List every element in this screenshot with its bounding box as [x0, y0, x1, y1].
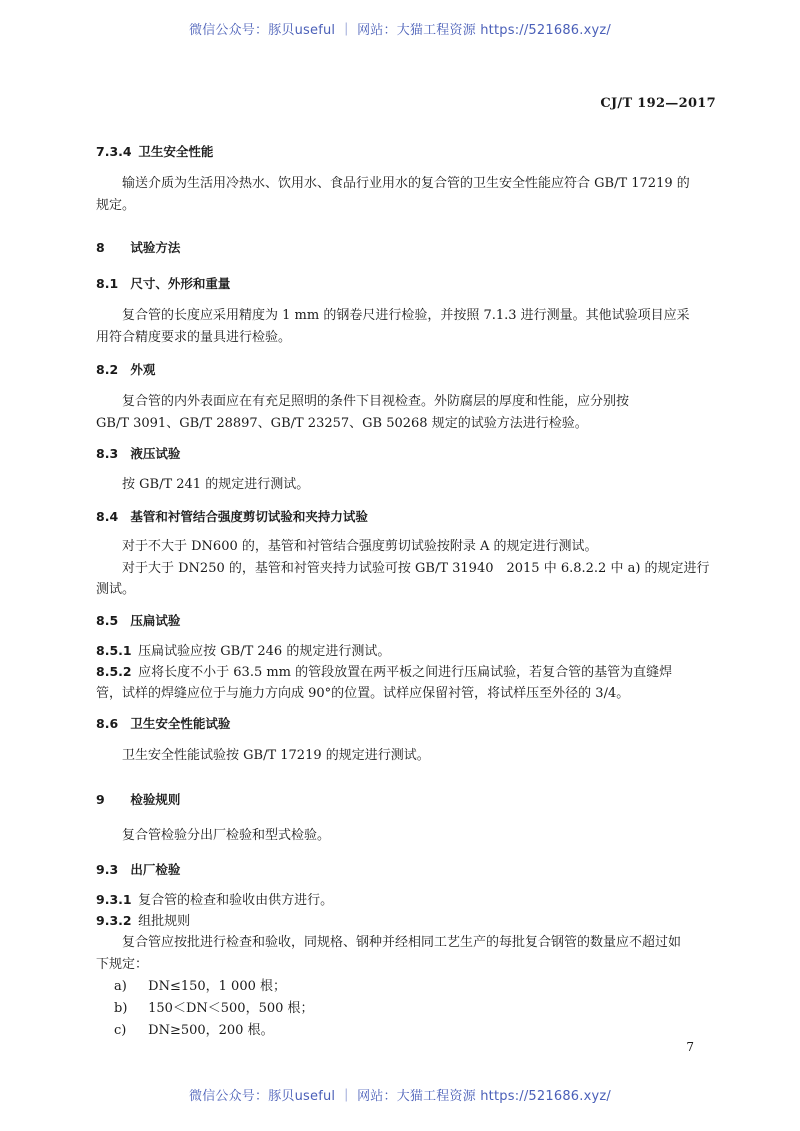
watermark-top: 微信公众号：豚贝useful ｜ 网站：大猫工程资源 https://521686.xyz/: [189, 23, 611, 38]
section-title: 尺寸、外形和重量: [130, 276, 231, 291]
clause-title: 组批规则: [138, 914, 191, 929]
section-number: 8.3: [96, 446, 119, 461]
list-text: 150＜DN＜500，500 根；: [148, 1001, 314, 1016]
section-8-4-heading: [96, 507, 368, 527]
section-title: 检验规则: [130, 792, 181, 807]
section-number: 8.6: [96, 716, 119, 731]
paragraph: 对于大于 DN250 的，基管和衬管夹持力试验可按 GB/T 31940 2015 中 6.8.2.2 中 a) 的规定进行: [122, 561, 710, 576]
list-text: DN≤150，1 000 根；: [148, 979, 286, 994]
clause-number: 9.3.2: [96, 913, 132, 928]
paragraph: 卫生安全性能试验按 GB/T 17219 的规定进行测试。: [122, 748, 430, 763]
clause-8-5-1: [96, 641, 390, 662]
paragraph: 下规定：: [96, 957, 149, 972]
clause-text: 压扁试验应按 GB/T 246 的规定进行测试。: [138, 644, 391, 659]
paragraph: 复合管的长度应采用精度为 1 mm 的钢卷尺进行检验，并按照 7.1.3 进行测量。其他试验项目应采: [122, 308, 690, 323]
section-title: 试验方法: [130, 240, 181, 255]
clause-text: 复合管的检查和验收由供方进行。: [138, 893, 334, 908]
list-label: b): [114, 1001, 128, 1016]
section-number: 9.3: [96, 862, 119, 877]
section-title: 卫生安全性能试验: [130, 716, 231, 731]
clause-text: 应将长度不小于 63.5 mm 的管段放置在两平板之间进行压扁试验，若复合管的基管为直缝焊: [138, 665, 673, 680]
paragraph: 测试。: [96, 582, 136, 597]
section-8-2-heading: [96, 360, 155, 380]
section-number: 8.5: [96, 613, 119, 628]
section-number: 7.3.4: [96, 144, 132, 159]
page-number: 7: [686, 1040, 694, 1054]
section-number: 9: [96, 792, 105, 807]
clause-8-5-2: [96, 662, 672, 683]
section-8-5-heading: [96, 611, 180, 631]
section-number: 8: [96, 240, 105, 255]
list-label: c): [114, 1023, 127, 1038]
section-number: 8.1: [96, 276, 119, 291]
paragraph: 复合管检验分出厂检验和型式检验。: [122, 828, 331, 843]
list-item: [96, 999, 314, 1019]
section-number: 8.2: [96, 362, 119, 377]
paragraph: 复合管的内外表面应在有充足照明的条件下目视检查。外防腐层的厚度和性能，应分别按: [122, 394, 630, 409]
paragraph: GB/T 3091、GB/T 28897、GB/T 23257、GB 50268 规定的试验方法进行检验。: [96, 416, 588, 431]
section-8-heading: [96, 238, 180, 258]
list-item: [96, 1021, 274, 1041]
section-8-1-heading: [96, 274, 230, 294]
clause-9-3-2: [96, 911, 190, 932]
list-item: [96, 977, 286, 997]
section-9-heading: [96, 790, 180, 810]
section-8-3-heading: [96, 444, 180, 464]
clause-number: 8.5.1: [96, 643, 132, 658]
clause-9-3-1: [96, 890, 333, 911]
section-title: 出厂检验: [130, 862, 181, 877]
paragraph: 规定。: [96, 198, 136, 213]
section-9-3-heading: [96, 860, 180, 880]
section-number: 8.4: [96, 509, 119, 524]
section-title: 基管和衬管结合强度剪切试验和夹持力试验: [130, 509, 368, 524]
paragraph: 对于不大于 DN600 的，基管和衬管结合强度剪切试验按附录 A 的规定进行测试。: [122, 539, 598, 554]
list-text: DN≥500，200 根。: [148, 1023, 274, 1038]
clause-number: 9.3.1: [96, 892, 132, 907]
section-8-6-heading: [96, 714, 230, 734]
watermark-bottom: 微信公众号：豚贝useful ｜ 网站：大猫工程资源 https://521686.xyz/: [189, 1089, 611, 1104]
paragraph: 用符合精度要求的量具进行检验。: [96, 330, 292, 345]
section-title: 液压试验: [130, 446, 181, 461]
paragraph: 管，试样的焊缝应位于与施力方向成 90°的位置。试样应保留衬管，将试样压至外径的 3/4。: [96, 686, 630, 701]
clause-number: 8.5.2: [96, 664, 132, 679]
section-title: 卫生安全性能: [138, 144, 214, 159]
section-7-3-4-heading: [96, 142, 213, 162]
standard-code: CJ/T 192—2017: [600, 96, 716, 111]
paragraph: 输送介质为生活用冷热水、饮用水、食品行业用水的复合管的卫生安全性能应符合 GB/T 17219 的: [122, 176, 690, 191]
list-label: a): [114, 979, 127, 994]
paragraph: 按 GB/T 241 的规定进行测试。: [122, 477, 310, 492]
paragraph: 复合管应按批进行检查和验收，同规格、钢种并经相同工艺生产的每批复合钢管的数量应不超过如: [122, 935, 682, 950]
section-title: 压扁试验: [130, 613, 181, 628]
section-title: 外观: [130, 362, 156, 377]
